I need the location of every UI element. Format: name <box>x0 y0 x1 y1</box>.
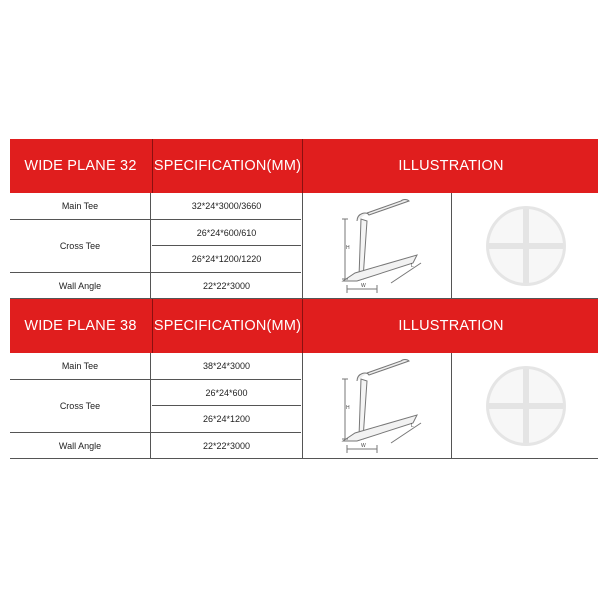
table-body <box>10 353 598 459</box>
row-spec-cross-tee-1: 26*24*600/610 <box>196 227 257 238</box>
length-label: L <box>411 423 414 429</box>
table-header <box>10 139 598 193</box>
header-product-name: WIDE PLANE 38 <box>24 318 137 334</box>
tee-profile-drawing <box>333 197 428 295</box>
row-name-cross-tee: Cross Tee <box>10 380 151 432</box>
row-spec-cross-tee-1: 26*24*600 <box>205 387 248 398</box>
header-illustration: ILLUSTRATION <box>302 139 599 193</box>
row-spec-main-tee: 38*24*3000 <box>202 361 251 371</box>
table-header <box>10 299 598 353</box>
row-name-main-tee: Main Tee <box>10 353 151 379</box>
row-name-main-tee: Main Tee <box>10 193 151 219</box>
tee-profile-drawing <box>333 357 428 455</box>
length-label: L <box>411 263 414 269</box>
header-product-name: WIDE PLANE 32 <box>24 158 137 174</box>
header-illustration: ILLUSTRATION <box>302 299 599 353</box>
row-name-wall-angle: Wall Angle <box>10 273 151 299</box>
width-label: W <box>361 443 366 449</box>
row-name-wall-angle: Wall Angle <box>10 433 151 459</box>
illustration-cell <box>302 193 599 299</box>
header-specification: SPECIFICATION(MM) <box>152 299 302 353</box>
row-spec-wall-angle: 22*22*3000 <box>202 441 251 451</box>
row-name-cross-tee: Cross Tee <box>10 220 151 272</box>
row-spec-cross-tee-2: 26*24*1200/1220 <box>191 254 262 264</box>
row-spec-main-tee: 32*24*3000/3660 <box>191 201 262 211</box>
grid-disc-image <box>485 365 567 447</box>
header-specification: SPECIFICATION(MM) <box>152 139 302 193</box>
illustration-cell <box>302 353 599 459</box>
height-label: H <box>346 245 350 251</box>
table-body <box>10 193 598 299</box>
row-spec-wall-angle: 22*22*3000 <box>202 281 251 291</box>
row-spec-cross-tee-2: 26*24*1200 <box>202 414 251 424</box>
width-label: W <box>361 283 366 289</box>
height-label: H <box>346 405 350 411</box>
grid-disc-image <box>485 205 567 287</box>
